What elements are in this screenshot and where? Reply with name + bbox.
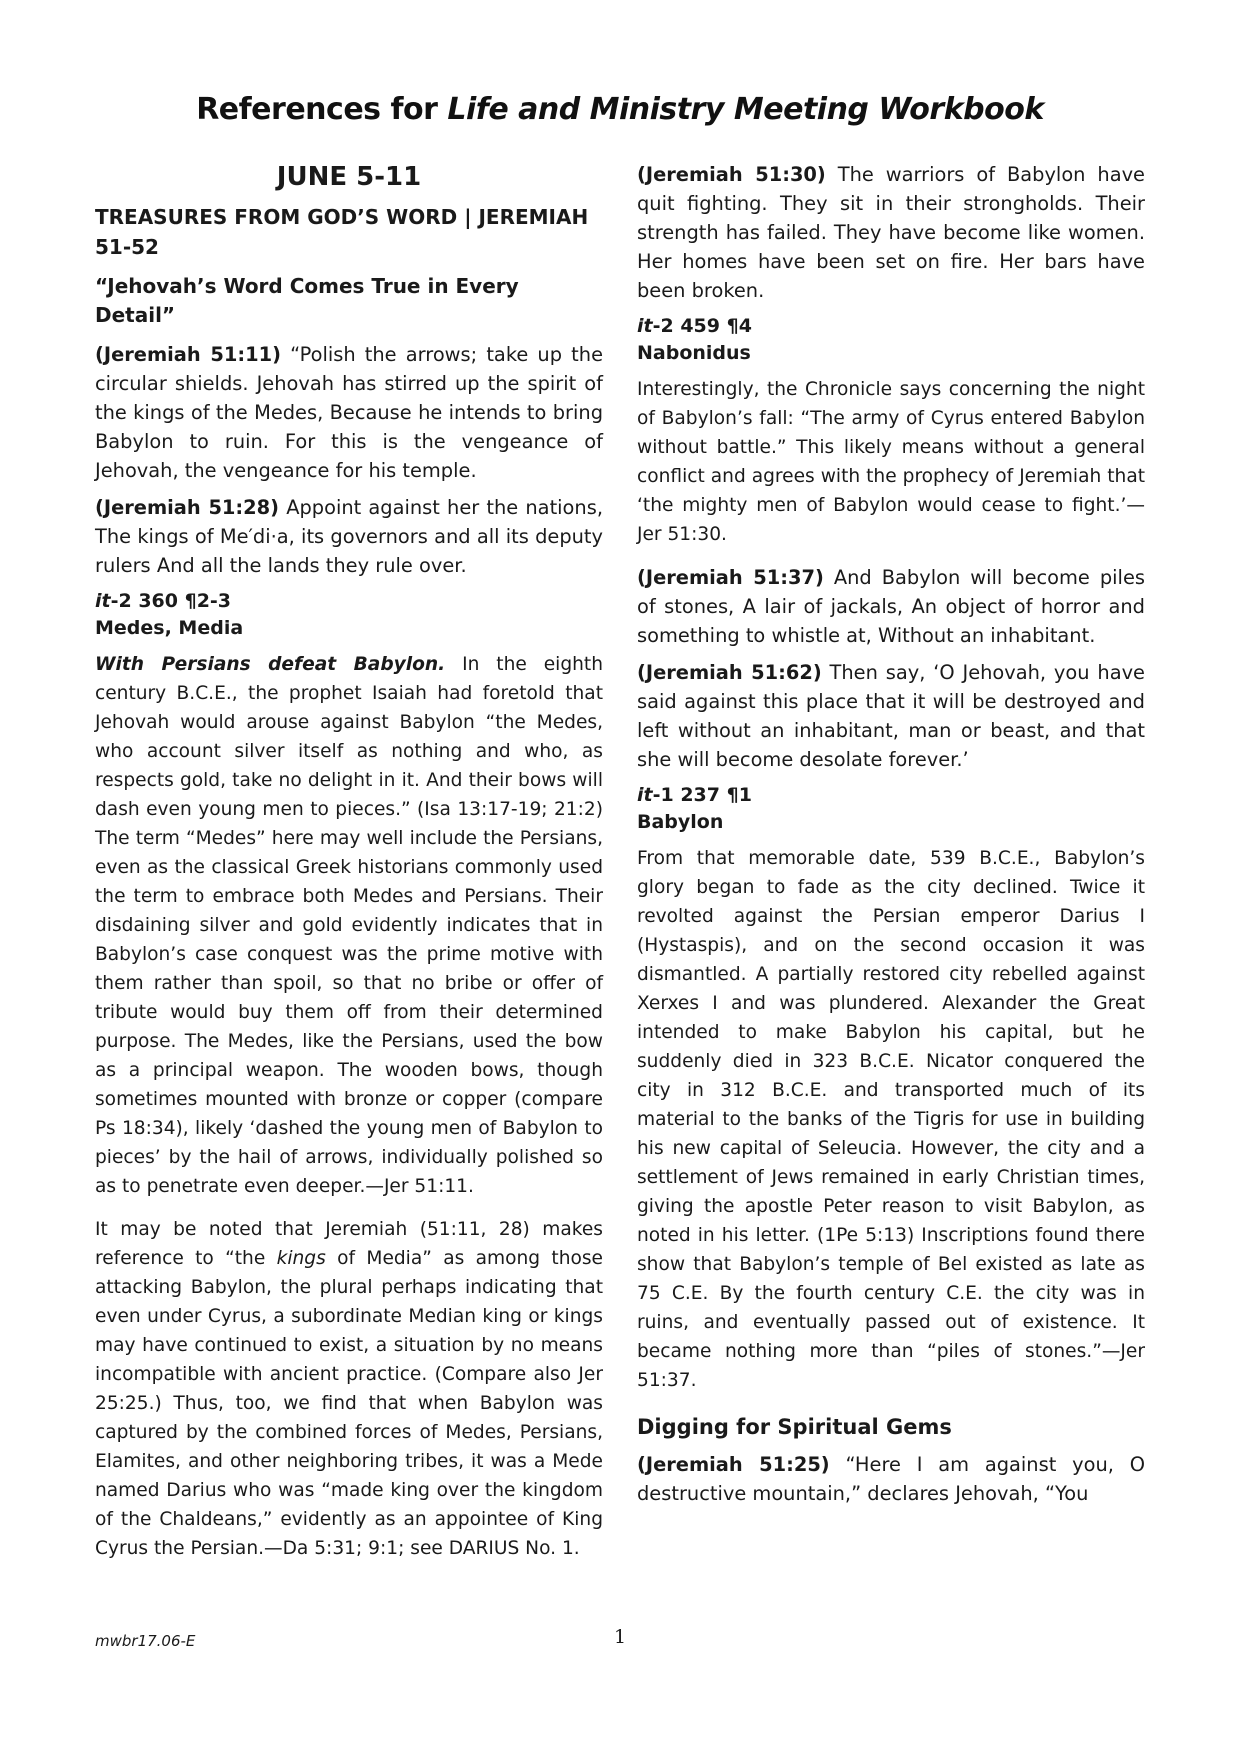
scripture-text: The warriors of Babylon have quit fighting. They sit in their strongholds. Their strength has failed. They have become like women. Her homes have been set on fire. Her bars have been broken.	[637, 163, 1145, 302]
scripture-jer-51-62	[637, 658, 1145, 774]
scripture-jer-51-30	[637, 160, 1145, 305]
scripture-jer-51-37	[637, 563, 1145, 650]
left-column	[95, 160, 603, 1577]
title-prefix: References for	[196, 92, 448, 127]
scripture-ref: (Jeremiah 51:11)	[95, 343, 282, 366]
scripture-text: “Here I am against you, O destructive mountain,” declares Jehovah, “You	[637, 1453, 1145, 1505]
quote-paragraph	[95, 1215, 603, 1563]
scripture-text: “Polish the arrows; take up the circular shields. Jehovah has stirred up the spirit of the kings of the Medes, Because he intends to bring Babylon to ruin. For this is the vengeance of Jehovah, the vengeance for his temple.	[95, 343, 603, 482]
scripture-ref: (Jeremiah 51:62)	[637, 661, 822, 684]
page-number: 1	[613, 1626, 627, 1648]
quote-lead: With Persians defeat Babylon.	[95, 654, 446, 675]
quote-paragraph: Interestingly, the Chronicle says concerning the night of Babylon’s fall: “The army of Cyrus entered Babylon without battle.” This likely means without a general conflict and agrees with the prophecy of Jeremiah that ‘the mighty men of Babylon would cease to fight.’—Jer 51:30.	[637, 379, 1145, 545]
source-pub: it	[637, 784, 653, 806]
source-reference	[95, 588, 603, 615]
section-heading: TREASURES FROM GOD’S WORD | JEREMIAH 51-52	[95, 205, 589, 259]
week-title: JUNE 5-11	[276, 162, 422, 192]
scripture-ref: (Jeremiah 51:25)	[637, 1453, 830, 1476]
quote-emphasis: kings	[276, 1248, 326, 1269]
footer-code: mwbr17.06-E	[95, 1632, 196, 1650]
source-ref: -1 237 ¶1	[652, 784, 752, 806]
scripture-ref: (Jeremiah 51:28)	[95, 496, 280, 519]
quote-text: In the eighth century B.C.E., the prophet Isaiah had foretold that Jehovah would arouse against Babylon “the Medes, who account silver itself as nothing and who, as respects gold, take no delight in it. And their bows will dash even young men to pieces.” (Isa 13:17-19; 21:2) The term “Medes” here may well include the Persians, even as the classical Greek historians commonly used the term to embrace both Medes and Persians. Their disdaining silver and gold evidently indicates that in Babylon’s case conquest was the prime motive with them rather than spoil, so that no bribe or offer of tribute would buy them off from their determined purpose. The Medes, like the Persians, used the bow as a principal weapon. The wooden bows, though sometimes mounted with bronze or copper (compare Ps 18:34), likely ‘dashed the young men of Babylon to pieces’ by the hail of arrows, individually polished so as to penetrate even deeper.—Jer 51:11.	[95, 654, 603, 1197]
source-reference	[637, 313, 1145, 340]
talk-title: “Jehovah’s Word Comes True in Every Detail”	[95, 274, 519, 327]
scripture-ref: (Jeremiah 51:30)	[637, 163, 826, 186]
scripture-jer-51-11	[95, 340, 603, 485]
gems-heading: Digging for Spiritual Gems	[637, 1415, 952, 1439]
scripture-text: Then say, ‘O Jehovah, you have said against this place that it will be destroyed and left without an inhabitant, man or beast, and that she will become desolate forever.’	[637, 661, 1145, 771]
quote-text: It may be noted that Jeremiah (51:11, 28) makes reference to “the	[95, 1219, 603, 1269]
source-reference	[637, 782, 1145, 809]
scripture-jer-51-25	[637, 1450, 1145, 1508]
quote-paragraph: From that memorable date, 539 B.C.E., Babylon’s glory began to fade as the city declined. Twice it revolted against the Persian emperor Darius I (Hystaspis), and on the second occasion it was dismantled. A partially restored city rebelled against Xerxes I and was plundered. Alexander the Great intended to make Babylon his capital, but he suddenly died in 323 B.C.E. Nicator conquered the city in 312 B.C.E. and transported much of its material to the banks of the Tigris for use in building his new capital of Seleucia. However, the city and a settlement of Jews remained in early Christian times, giving the apostle Peter reason to visit Babylon, as noted in his letter. (1Pe 5:13) Inscriptions found there show that Babylon’s temple of Bel existed as late as 75 C.E. By the fourth century C.E. the city was in ruins, and eventually passed out of existence. It became nothing more than “piles of stones.”—Jer 51:37.	[637, 848, 1145, 1391]
source-topic: Babylon	[637, 811, 724, 833]
quote-paragraph	[95, 650, 603, 1201]
source-topic: Medes, Media	[95, 617, 244, 639]
scripture-text: And Babylon will become piles of stones, A lair of jackals, An object of horror and something to whistle at, Without an inhabitant.	[637, 566, 1145, 647]
source-topic: Nabonidus	[637, 342, 751, 364]
source-ref: -2 360 ¶2-3	[110, 590, 232, 612]
source-ref: -2 459 ¶4	[652, 315, 752, 337]
title-italic: Life and Ministry Meeting Workbook	[447, 92, 1044, 127]
scripture-text: Appoint against her the nations, The kings of Me′di·a, its governors and all its deputy rulers And all the lands they rule over.	[95, 496, 603, 577]
source-pub: it	[637, 315, 653, 337]
scripture-ref: (Jeremiah 51:37)	[637, 566, 824, 589]
scripture-jer-51-28	[95, 493, 603, 580]
right-column	[637, 160, 1145, 1516]
page-title	[0, 92, 1240, 127]
quote-text: of Media” as among those attacking Babylon, the plural perhaps indicating that even under Cyrus, a subordinate Median king or kings may have continued to exist, a situation by no means incompatible with ancient practice. (Compare also Jer 25:25.) Thus, too, we find that when Babylon was captured by the combined forces of Medes, Persians, Elamites, and other neighboring tribes, it was a Mede named Darius who was “made king over the kingdom of the Chaldeans,” evidently as an appointee of King Cyrus the Persian.—Da 5:31; 9:1; see DARIUS No. 1.	[95, 1248, 603, 1559]
source-pub: it	[95, 590, 111, 612]
